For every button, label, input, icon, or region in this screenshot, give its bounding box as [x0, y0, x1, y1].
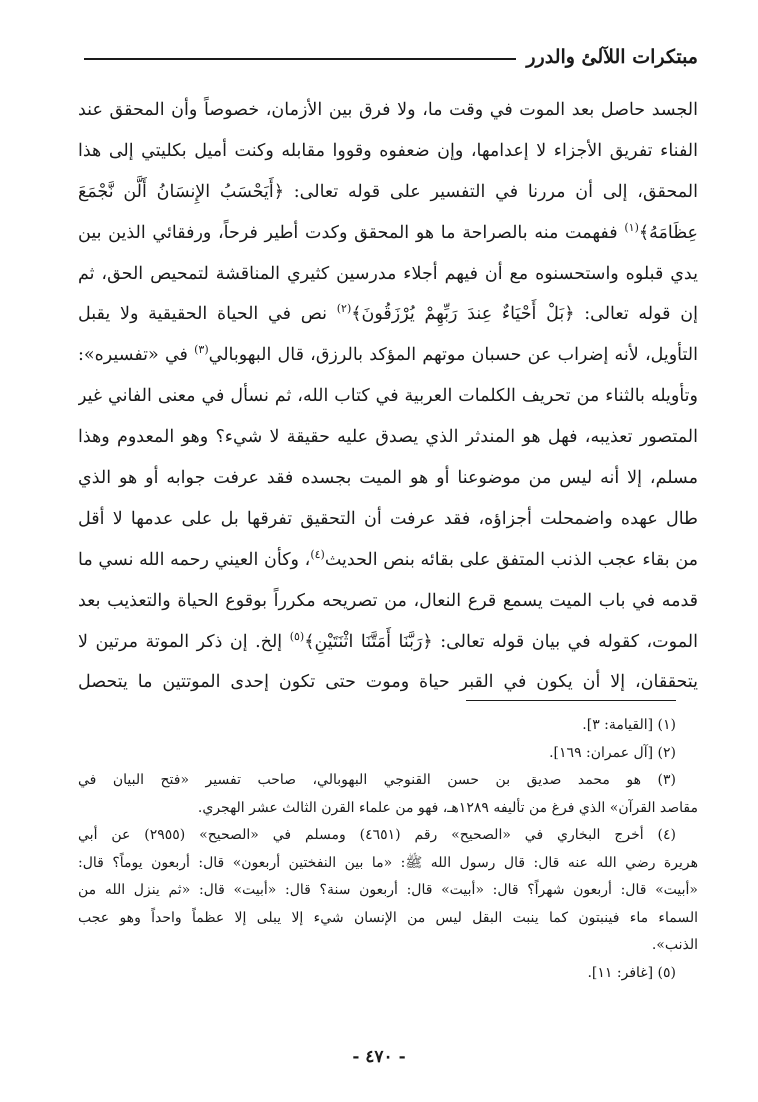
footnote-line: (٥) [غافر: ١١].	[587, 964, 676, 981]
text-line: من بقاء عجب الذنب المتفق على بقائه بنص الحديث$^{(٤)}$، وكأن العيني رحمه الله نسي ما	[78, 547, 698, 570]
footnote-line: السماء ماء فينبتون كما ينبت البقل ليس من الإنسان شيء إلا يبلى إلا عظماً واحداً وهو عجب	[78, 909, 698, 926]
text-line: الموت، كقوله في بيان قوله تعالى: ﴿رَبَّنَا أَمَتَّنَا اثْنَتَيْنِ﴾$^{(٥)}$ إلخ. إن ذكر الموتة مرتين لا	[78, 629, 698, 652]
text-line: الجسد حاصل بعد الموت في وقت ما، ولا فرق بين الأزمان، خصوصاً وأن المحقق عند	[78, 100, 698, 120]
running-header	[84, 40, 698, 74]
footnote-ref: (١)	[624, 220, 639, 234]
footnote-line: (٣) هو محمد صديق بن حسن القنوجي البهوبالي، صاحب تفسير «فتح البيان في	[78, 772, 676, 788]
footnote-ref: (٥)	[289, 629, 305, 643]
text-line: الفناء تفريق الأجزاء لا إعدامها، وإن ضعفوه وقووا مقابله وكنت أميل بكليتي إلى هذا	[78, 140, 698, 161]
footnote-ref: (٢)	[336, 302, 352, 316]
footnote-line: الذنب».	[651, 937, 698, 953]
footnote-line: مقاصد القرآن» الذي فرغ من تأليفه ١٢٨٩هـ، فهو من علماء القرن الثالث عشر الهجري.	[197, 799, 698, 816]
page-number: - ٤٧٠ -	[352, 1047, 406, 1067]
footnote-separator	[466, 700, 676, 701]
footnote-line: (١) [القيامة: ٣].	[582, 717, 676, 733]
footnote-line: (٢) [آل عمران: ١٦٩].	[549, 744, 676, 761]
footnote-line: «أبيت» قال: أربعون شهراً؟ قال: «أبيت» قال: أربعون سنة؟ قال: «أبيت» قال: «ثم ينزل الله من	[78, 882, 698, 898]
text-line: وتأويله بالثناء من تحريف الكلمات العربية في كتاب الله، ثم نسأل في معنى الفاني غير	[78, 386, 698, 407]
text-line: قدمه في باب الميت يسمع قرع النعال، من تصريحه مكرراً بوقوع الحياة والتعذيب بعد	[78, 590, 698, 611]
header-rule	[84, 58, 516, 60]
text-line: المتصور تعذيبه، فهل هو المندثر الذي يصدق عليه حقيقة لا شيء؟ وهو المعدوم وهذا	[78, 427, 698, 448]
text-line: المحقق، إلى أن مررنا في التفسير على قوله تعالى: ﴿أَيَحْسَبُ الإِنسَانُ أَلَّن نَّجْمَعَ	[78, 181, 698, 202]
main-text	[78, 90, 698, 703]
footnote-line: (٤) أخرج البخاري في «الصحيح» رقم (٤٦٥١) ومسلم في «الصحيح» (٢٩٥٥) عن أبي	[78, 827, 676, 843]
text-line: مسلم، إلا أنه ليس من موضوعنا أو هو الميت بجسده فقد عرفت جوابه أو هو الذي	[78, 468, 698, 489]
text-line: يدي قبلوه واستحسنوه مع أن فيهم أجلاء مدرسين كثيري المناقشة لتمحيص الحق، ثم	[78, 263, 698, 284]
text-line: إن قوله تعالى: ﴿بَلْ أَحْيَاءٌ عِندَ رَبِّهِمْ يُرْزَقُونَ﴾$^{(٢)}$ نص في الحياة الحقيقية ولا يقبل	[78, 302, 698, 325]
footnote-line: هريرة رضي الله عنه قال: قال رسول الله ﷺ: «ما بين النفختين أربعون» قال: أربعون يوماً؟ قال:	[78, 854, 698, 871]
footnote-ref: (٤)	[310, 547, 325, 561]
text-line: يتحققان، إلا أن يكون في القبر حياة وموت حتى تكون إحدى الموتتين ما يتحصل	[78, 672, 698, 693]
footnote-ref: (٣)	[194, 343, 209, 357]
text-line: عِظَامَهُ﴾$^{(١)}$ ففهمت منه بالصراحة ما هو المحقق وكدت أطير فرحاً، ورفقائي الذين بين	[78, 220, 698, 243]
text-line: التأويل، لأنه إضراب عن حسبان موتهم المؤكد بالرزق، قال البهوبالي$^{(٣)}$ في «تفسيره»:	[78, 343, 698, 366]
footnotes	[78, 712, 698, 987]
header-title: مبتكرات اللآلئ والدرر	[526, 46, 698, 68]
text-line: طال عهده واضمحلت أجزاؤه، فقد عرفت أن التحقيق تفرقها بل على عدمها لا أقل	[78, 508, 698, 529]
